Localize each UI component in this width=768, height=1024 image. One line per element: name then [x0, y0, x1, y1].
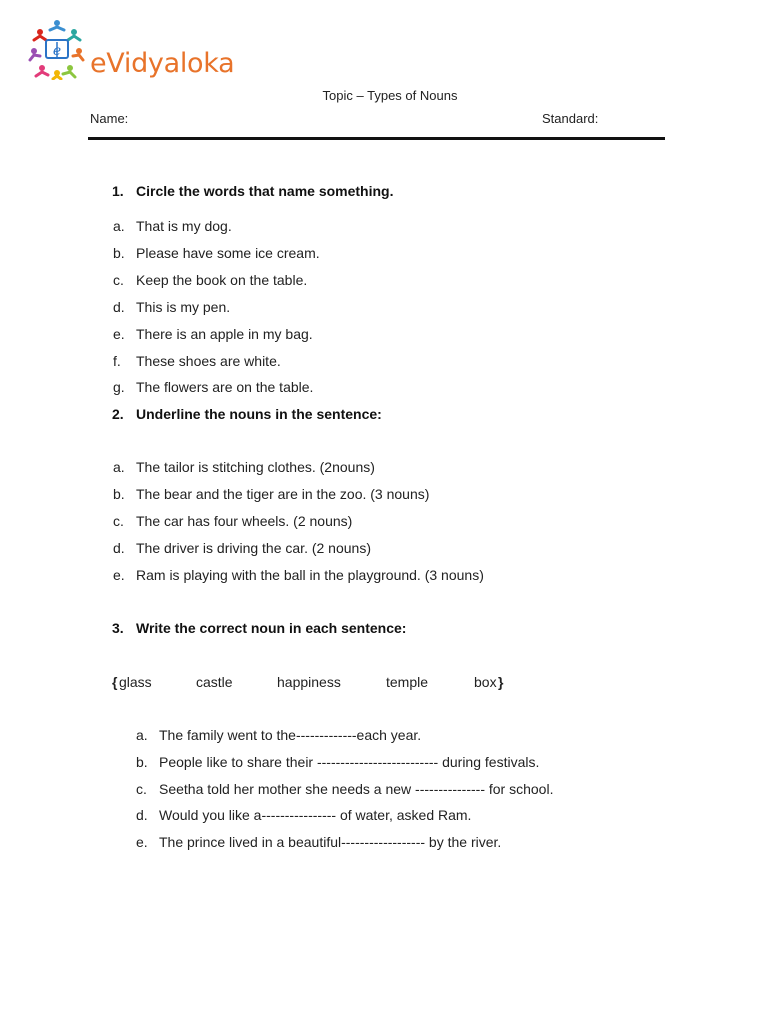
brand-name: eVidyaloka — [90, 48, 235, 79]
item-text: The bear and the tiger are in the zoo. (3 nouns) — [136, 486, 430, 502]
item-text: People like to share their -------------------------- during festivals. — [159, 754, 540, 770]
name-label: Name: — [90, 111, 129, 126]
list-item — [136, 727, 421, 743]
item-text: Ram is playing with the ball in the playground. (3 nouns) — [136, 567, 484, 583]
evidyaloka-logo-icon — [28, 18, 86, 80]
item-text: There is an apple in my bag. — [136, 326, 313, 342]
list-item — [113, 540, 371, 556]
item-letter: a. — [136, 727, 148, 743]
item-text: Would you like a---------------- of water, asked Ram. — [159, 807, 472, 823]
item-letter: c. — [113, 513, 124, 529]
word-bank-item: box — [474, 674, 497, 690]
item-text: Keep the book on the table. — [136, 272, 308, 288]
item-letter: b. — [113, 486, 125, 502]
item-letter: a. — [113, 459, 125, 475]
list-item — [113, 379, 313, 395]
list-item — [113, 299, 230, 315]
item-letter: e. — [113, 567, 125, 583]
list-item — [113, 353, 281, 369]
word-bank-item: temple — [386, 674, 429, 690]
question-2-heading — [112, 406, 382, 422]
item-letter: c. — [136, 781, 147, 797]
item-text: That is my dog. — [136, 218, 232, 234]
item-letter: d. — [136, 807, 148, 823]
item-text: Please have some ice cream. — [136, 245, 320, 261]
item-letter: d. — [113, 299, 125, 315]
question-title: Write the correct noun in each sentence: — [136, 620, 407, 636]
question-number: 2. — [112, 406, 124, 422]
item-text: The car has four wheels. (2 nouns) — [136, 513, 353, 529]
item-text: This is my pen. — [136, 299, 231, 315]
list-item — [113, 218, 232, 234]
list-item — [113, 513, 352, 529]
item-letter: e. — [113, 326, 125, 342]
item-text: Seetha told her mother she needs a new --------------- for school. — [159, 781, 554, 797]
question-number: 1. — [112, 183, 124, 199]
list-item — [136, 754, 539, 770]
item-text: These shoes are white. — [136, 353, 281, 369]
question-1-heading — [112, 183, 394, 199]
list-item — [113, 459, 375, 475]
item-letter: b. — [113, 245, 125, 261]
list-item — [136, 781, 553, 797]
item-text: The family went to the-------------each year. — [159, 727, 422, 743]
item-letter: b. — [136, 754, 148, 770]
question-number: 3. — [112, 620, 124, 636]
list-item — [136, 834, 501, 850]
list-item — [113, 326, 313, 342]
question-title: Underline the nouns in the sentence: — [136, 406, 382, 422]
word-bank-item: castle — [196, 674, 233, 690]
question-title: Circle the words that name something. — [136, 183, 394, 199]
list-item — [113, 272, 307, 288]
word-bank-item: happiness — [277, 674, 341, 690]
open-brace: { — [112, 674, 118, 690]
close-brace: } — [498, 674, 504, 690]
item-letter: g. — [113, 379, 125, 395]
list-item — [136, 807, 471, 823]
word-bank-item: glass — [119, 674, 152, 690]
item-text: The prince lived in a beautiful------------------ by the river. — [159, 834, 502, 850]
item-letter: f. — [113, 353, 121, 369]
svg-text:e: e — [52, 43, 62, 59]
page-title: Topic – Types of Nouns — [322, 88, 458, 103]
item-text: The driver is driving the car. (2 nouns) — [136, 540, 371, 556]
question-3-heading — [112, 620, 406, 636]
list-item — [113, 245, 320, 261]
item-letter: d. — [113, 540, 125, 556]
item-text: The flowers are on the table. — [136, 379, 314, 395]
item-text: The tailor is stitching clothes. (2nouns) — [136, 459, 375, 475]
list-item — [113, 567, 484, 583]
item-letter: a. — [113, 218, 125, 234]
standard-label: Standard: — [542, 111, 599, 126]
item-letter: e. — [136, 834, 148, 850]
list-item — [113, 486, 429, 502]
header-divider — [88, 137, 665, 140]
item-letter: c. — [113, 272, 124, 288]
